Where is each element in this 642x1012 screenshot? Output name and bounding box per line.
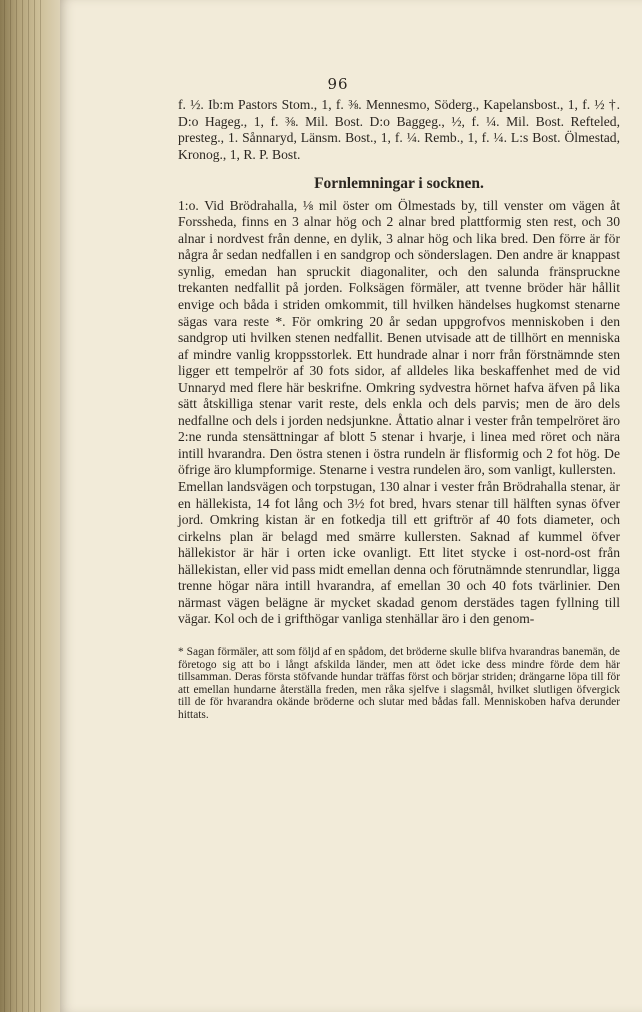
section-heading: Fornlemningar i socknen. bbox=[314, 175, 484, 193]
intro-paragraph: f. ½. Ib:m Pastors Stom., 1, f. ⅜. Mennesmo, Söderg., Kapelansbost., 1, f. ½ †. D:o Hageg., 1, f. ⅜. Mil. Bost. D:o Baggeg., ½, f. ¼. Mil. Bost. Refteled, presteg., 1. Sånnaryd, Länsm. Bost., 1, f. ¼. Remb., 1, f. ¼. L:s Bost. Ölmestad, Kronog., 1, R. P. Bost. bbox=[178, 97, 620, 162]
footnote-separator bbox=[178, 628, 620, 646]
body-paragraph-1: 1:o. Vid Brödrahalla, ⅛ mil öster om Ölmestads by, till venster om vägen åt Forssheda, finns en 3 alnar hög och 2 alnar bred plattformig sten rest, och 30 alnar i nordvest från denne, en dylik, 3 alnar hög och lika bred. Den förre är för några år sedan nedfallen i en sandgrop och sönderslagen. Den andre är knappast synlig, emedan han spruckit diagonaliter, och den salunda fränspruckne trekanten nedfallit på jorden. Folksägen förmäler, att tvenne bröder här hållit envige och båda i striden omkommit, till hvilken händelses hugkomst stenarne sägas vara reste *. För omkring 20 år sedan uppgrofvos menniskoben i den sandgrop uti hvilken stenen nedfallit. Benen utvisade att de tillhört en menniska af mindre vanlig kroppsstorlek. Ett hundrade alnar i norr från förstnämnde sten ligger ett tempelrör af 30 fots sidor, af alldeles lika beskaffenhet med de vid Unnaryd med flere här beskrifne. Omkring sydvestra hörnet hafva äfven på lika sätt åtskilliga stenar varit reste, dels enkla och dels parvis; men de äro dels nedfallne och dels i jorden nedsjunkne. Åttatio alnar i vester från tempelröret äro 2:ne runda stensättningar af blott 5 stenar i hvarje, i linea med röret och nära intill hvarandra. Den östra stenen i östra rundeln är flisformig och 2 fot hög. De öfrige äro klumpformige. Stenarne i vestra rundelen äro, som vanligt, kullersten. bbox=[178, 197, 620, 478]
book-gutter bbox=[0, 0, 60, 1012]
page-number: 96 bbox=[327, 75, 349, 93]
footnote: * Sagan förmäler, att som följd af en spådom, det bröderne skulle blifva hvarandras banemän, de företogo sig att bo i långt afskilda länder, men att ödet icke dess mindre förde dem här tillsamman. Deras första stöfvande hundar träffas först och börjar striden; drängarne löpa till för att emellan hundarne återställa freden, men råka sjelfve i slagsmål, hvilket slutligen öfvergick till de för hvarandra okände bröderne och slutar med bådas fall. Menniskoben hafva derunder hittats. bbox=[178, 645, 620, 721]
page-edges bbox=[4, 0, 42, 1012]
body-paragraph-2: Emellan landsvägen och torpstugan, 130 alnar i vester från Brödrahalla stenar, är en hällekista, 14 fot lång och 3½ fot bred, hvars stenar till hälften synas öfver jord. Omkring kistan är en fotkedja till ett griftrör af 40 fots diameter, och cirkelns plan är belagd med smärre kullersten. Saknad af kummel öfver hällekistor är här i orten icke ovanligt. Ett litet stycke i ost-nord-ost från hällekistan, eller vid pass midt emellan denna och förutnämnde stenrundlar, ligga trenne högar nära intill hvarandra, af emellan 30 och 40 fots tvärlinier. Den närmast vägen belägne är mycket skadad genom derstädes tagen fyllning till vägar. Kol och de i grifthögar vanliga stenhällar äro i den genom- bbox=[178, 479, 620, 627]
page-content bbox=[178, 97, 620, 722]
